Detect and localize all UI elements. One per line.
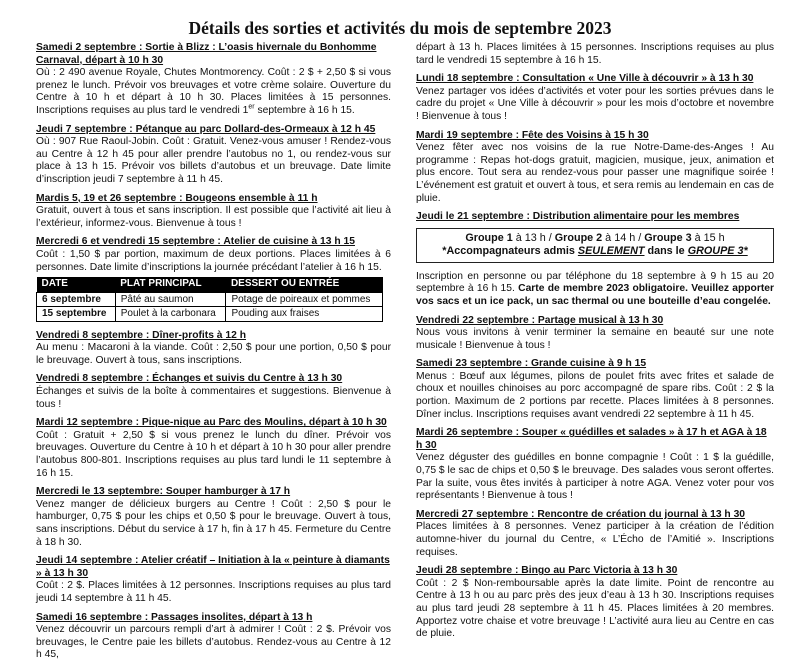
event-journal	[416, 509, 774, 559]
event-body: Places limitées à 8 personnes. Venez participer à la création de l’édition automne-hiver du journal du Centre, « L’Écho de l’Amitié ». Inscriptions requises.	[416, 521, 774, 558]
event-echanges	[36, 373, 391, 411]
event-body: Où : 907 Rue Raoul-Jobin. Coût : Gratuit. Venez-vous amuser ! Rendez-vous au Centre à 12 h 45 pour aller prendre l’autobus no 1, ou rendez-vous sur place à 13 h 15. Prévoir vos billets d’autobus et un breuvage. Date limite d’inscription jeudi 7 septembre à 11 h 45.	[36, 136, 391, 185]
menu-plat: Poulet à la carbonara	[115, 307, 226, 322]
event-body: Coût : 1,50 $ par portion, maximum de deux portions. Places limitées à 6 personnes. Date limite d’inscriptions la journée précédant l’atelier à 16 h 15.	[36, 248, 391, 273]
event-consultation	[416, 73, 774, 123]
event-passages-insolites-cont	[416, 42, 774, 67]
companion-note-b: SEULEMENT	[577, 245, 645, 258]
event-title: Vendredi 8 septembre : Échanges et suivis du Centre à 13 h 30	[36, 373, 343, 385]
menu-header-row	[37, 277, 383, 292]
event-title: Vendredi 8 septembre : Dîner-profits à 12 h	[36, 329, 247, 341]
table-row	[37, 292, 383, 307]
event-title: Jeudi 7 septembre : Pétanque au parc Dollard-des-Ormeaux à 12 h 45	[36, 123, 376, 135]
menu-plat: Pâté au saumon	[115, 292, 226, 307]
event-body: Venez manger de délicieux burgers au Centre ! Coût : 2,50 $ pour le hamburger, 0,75 $ pour les chips et 0,50 $ pour le breuvage. Ouvert à tous, sans inscriptions. Début du service à 17 h, fin à 17 h 45. Fermeture du Centre à 18 h 30.	[36, 498, 391, 548]
event-title: Mardi 26 septembre : Souper « guédilles et salades » à 17 h et AGA à 18 h 30	[416, 427, 767, 451]
event-bougeons	[36, 193, 391, 231]
event-body-bold: Carte de membre 2023 obligatoire. Veuillez apporter vos sacs et un ice pack, un sac thermal ou une bouteille d’eau congelée.	[416, 283, 774, 307]
event-atelier-cuisine	[36, 236, 391, 274]
event-souper-hamburger	[36, 486, 391, 549]
event-atelier-creatif	[36, 555, 391, 605]
group-3-time: à 15 h	[691, 231, 725, 244]
left-column	[36, 42, 391, 668]
event-body: Échanges et suivis de la boîte à commentaires et suggestions. Bienvenue à tous !	[36, 386, 391, 410]
event-title: Samedi 23 septembre : Grande cuisine à 9 h 15	[416, 358, 647, 370]
event-diner-profits	[36, 330, 391, 368]
page-title: Détails des sorties et activités du mois de septembre 2023	[188, 18, 612, 38]
event-body: Venez fêter avec nos voisins de la rue Notre-Dame-des-Anges ! Au programme : Repas hot-dogs gratuit, magicien, musique, jeux, animation et plus encore. Tout sera au rendez-vous pour passer une magnifique soirée ! L’événement est gratuit et ouvert à tous, et sera remis au lendemain en cas de pluie.	[416, 142, 774, 204]
companion-note	[421, 245, 769, 259]
event-body: Coût : 2 $. Places limitées à 12 personnes. Inscriptions requises au plus tard jeudi 14 septembre à 11 h 45.	[36, 580, 391, 604]
event-title: Mardi 12 septembre : Pique-nique au Parc des Moulins, départ à 10 h 30	[36, 417, 387, 429]
event-pique-nique	[36, 417, 391, 480]
event-body	[36, 67, 391, 117]
event-body-text-end: septembre à 16 h 15.	[254, 104, 355, 116]
event-body: Gratuit, ouvert à tous et sans inscription. Il est possible que l’activité ait lieu à l’extérieur, informez-vous. Bienvenue à tous !	[36, 205, 391, 229]
event-body-text: Où : 2 490 avenue Royale, Chutes Montmorency. Coût : 2 $ + 2,50 $ si vous prenez le lunch. Prévoir vos breuvages et votre crème solaire. Ouverture du Centre à 10 h et départ à 10 h 30. Places limitées à 15 personnes. Inscriptions requises au plus tard le vendredi 1	[36, 67, 391, 116]
menu-table	[36, 277, 383, 322]
event-blizz	[36, 42, 391, 118]
event-body: Au menu : Macaroni à la viande. Coût : 2,50 $ pour une portion, 0,50 $ pour le breuvage. Ouvert à tous, sans inscriptions.	[36, 342, 391, 366]
event-title: Mercredi le 13 septembre: Souper hamburger à 17 h	[36, 486, 291, 498]
event-petanque	[36, 124, 391, 187]
event-body-text: Inscription en personne ou par téléphone du 18 septembre à 9 h 15 au 20 septembre à 16 h 15.	[416, 270, 774, 295]
right-column	[416, 42, 774, 647]
menu-dessert: Pouding aux fraises	[226, 307, 383, 322]
event-partage-musical	[416, 315, 774, 353]
event-title: Jeudi le 21 septembre : Distribution alimentaire pour les membres	[416, 211, 740, 223]
event-body: Coût : 2 $ Non-remboursable après la date limite. Point de rencontre au Centre à 13 h ou au parc près des jeux d’eau à 13 h 30. Inscriptions requises au plus tard jeudi 28 septembre à 11 h 45. Places limitées à 20 membres. Apportez votre chaise et votre breuvage ! L’activité aura lieu au Centre en cas de pluie.	[416, 577, 774, 640]
event-title: Mardis 5, 19 et 26 septembre : Bougeons ensemble à 11 h	[36, 192, 318, 204]
event-title: Jeudi 14 septembre : Atelier créatif – Initiation à la « peinture à diamants » à 13 h 30	[36, 555, 390, 579]
menu-date: 15 septembre	[37, 307, 116, 322]
event-body: Menus : Bœuf aux légumes, pilons de poulet frits avec frites et salade de choux et nouilles chinoises au porc accompagné de spare ribs. Coût : 2 $ la portion. Maximum de 2 portions par recette. Places limitées à 8 personnes. Dîner inclus. Inscriptions requises avant vendredi 22 septembre à 11 h 45.	[416, 370, 774, 420]
event-title: Jeudi 28 septembre : Bingo au Parc Victoria à 13 h 30	[416, 565, 678, 577]
menu-header-plat: PLAT PRINCIPAL	[115, 277, 226, 292]
event-distribution-alimentaire	[416, 211, 774, 308]
group-2-time: à 14 h /	[602, 231, 645, 244]
group-2-label: Groupe 2	[554, 231, 603, 244]
event-title: Mardi 19 septembre : Fête des Voisins à 15 h 30	[416, 129, 649, 141]
event-fete-voisins	[416, 130, 774, 206]
event-body: Venez découvrir un parcours rempli d’art à admirer ! Coût : 2 $. Prévoir vos breuvages, le Centre paie les billets d’autobus. Rendez-vous au Centre à 12 h 45,	[36, 624, 391, 661]
event-body: Coût : Gratuit + 2,50 $ si vous prenez le lunch du dîner. Prévoir vos breuvages. Ouverture du Centre à 10 h et départ à 10 h 30 pour aller prendre l’autobus 800-801. Inscriptions requises au plus tard lundi le 11 septembre à 16 h 15.	[36, 429, 391, 479]
companion-note-c: dans le	[644, 245, 688, 258]
event-bingo	[416, 565, 774, 641]
group-1-label: Groupe 1	[465, 231, 513, 244]
group-3-label: Groupe 3	[644, 231, 692, 244]
menu-date: 6 septembre	[37, 292, 116, 307]
event-title: Mercredi 6 et vendredi 15 septembre : Atelier de cuisine à 13 h 15	[36, 236, 355, 248]
event-title: Samedi 16 septembre : Passages insolites, départ à 13 h	[36, 611, 313, 623]
event-grande-cuisine	[416, 358, 774, 421]
event-title: Samedi 2 septembre : Sortie à Blizz : L’oasis hivernale du Bonhomme Carnaval, départ à 10 h 30	[36, 42, 377, 66]
event-title: Lundi 18 septembre : Consultation « Une Ville à découvrir » à 13 h 30	[416, 73, 754, 85]
group-schedule-box	[416, 228, 774, 263]
event-body: départ à 13 h. Places limitées à 15 personnes. Inscriptions requises au plus tard le vendredi 15 septembre à 16 h 15.	[416, 42, 774, 66]
table-row	[37, 307, 383, 322]
event-body: Venez partager vos idées d’activités et voter pour les sorties prévues dans le cadre du projet « Une Ville à découvrir » pour les mois d’octobre et novembre ! Bienvenue à tous !	[416, 85, 774, 122]
event-title: Vendredi 22 septembre : Partage musical à 13 h 30	[416, 314, 664, 326]
event-passages-insolites	[36, 612, 391, 662]
companion-note-a: *Accompagnateurs admis	[442, 245, 578, 258]
event-title: Mercredi 27 septembre : Rencontre de création du journal à 13 h 30	[416, 508, 746, 520]
companion-note-d: GROUPE 3*	[687, 245, 748, 258]
event-body: Nous vous invitons à venir terminer la semaine en beauté sur une note musicale ! Bienvenue à tous !	[416, 327, 774, 351]
event-souper-guedilles	[416, 427, 774, 503]
group-schedule	[421, 232, 769, 246]
event-body	[416, 271, 774, 309]
event-body: Venez déguster des guédilles en bonne compagnie ! Coût : 1 $ la guédille, 0,75 $ le sac de chips et 0,50 $ le breuvage. Des salades vous seront offertes. Par la suite, vous êtes invités à participer à notre AGA. Venez voter pour vos représentants ! Bienvenue à tous !	[416, 452, 774, 502]
menu-header-dessert: DESSERT OU ENTRÉE	[226, 277, 383, 292]
menu-header-date: DATE	[37, 277, 116, 292]
ordinal-suffix: er	[248, 103, 255, 111]
group-1-time: à 13 h /	[512, 231, 555, 244]
menu-dessert: Potage de poireaux et pommes	[226, 292, 383, 307]
